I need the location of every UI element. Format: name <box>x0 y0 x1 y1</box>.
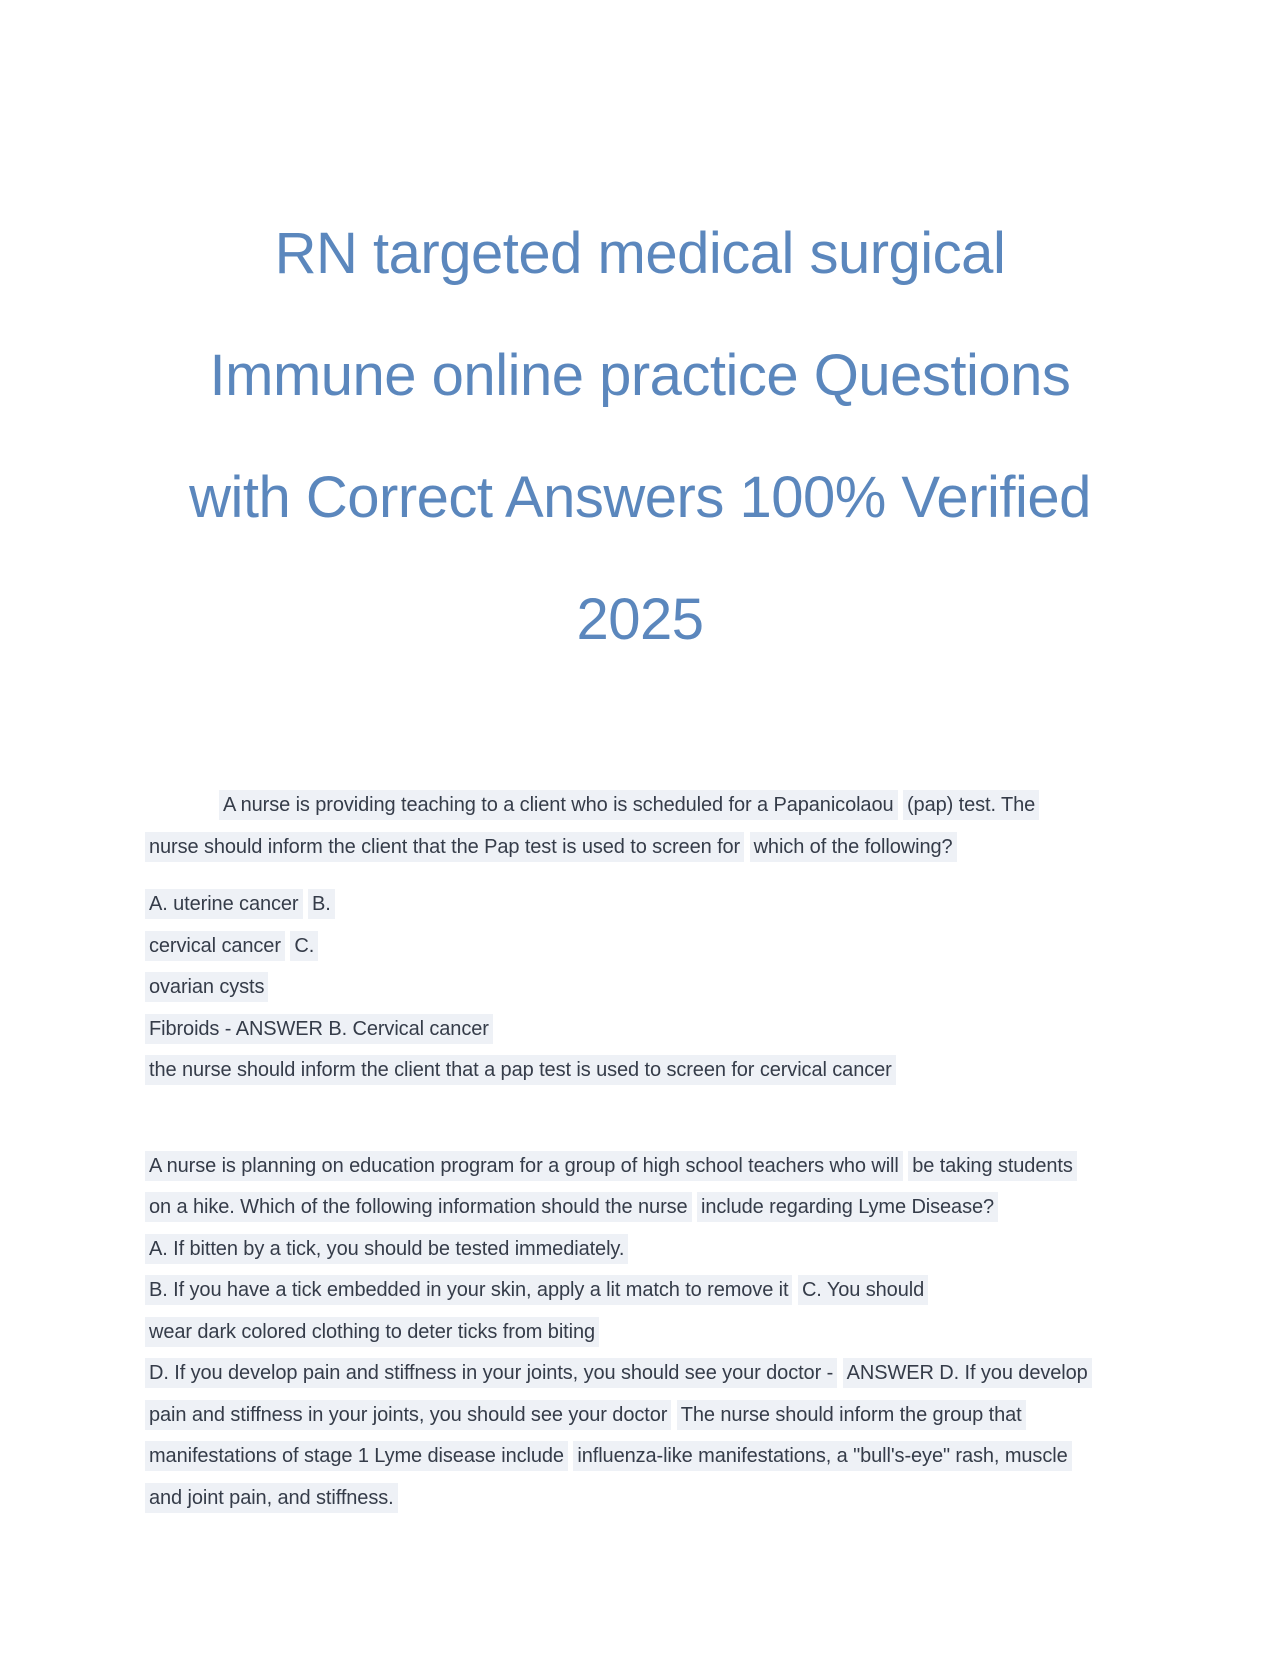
text-line <box>145 1270 1205 1312</box>
highlighted-text: which of the following? <box>750 832 957 862</box>
highlighted-text: ANSWER D. If you develop <box>843 1358 1092 1388</box>
text-line <box>145 827 1205 869</box>
highlighted-text: The nurse should inform the group that <box>677 1400 1026 1430</box>
text-line <box>145 1353 1205 1395</box>
title-line: 2025 <box>576 587 704 652</box>
text-line <box>145 1395 1205 1437</box>
title-line: RN targeted medical surgical <box>274 221 1006 286</box>
text-line <box>145 1478 1205 1520</box>
text-line <box>145 926 1205 968</box>
highlighted-text: manifestations of stage 1 Lyme disease include <box>145 1441 568 1471</box>
highlighted-text: ovarian cysts <box>145 972 268 1002</box>
text-line <box>145 1436 1205 1478</box>
text-line <box>145 884 1205 926</box>
highlighted-text: C. <box>290 931 318 961</box>
text-line <box>145 1009 1205 1051</box>
highlighted-text: cervical cancer <box>145 931 285 961</box>
highlighted-text: A nurse is providing teaching to a client who is scheduled for a Papanicolaou <box>219 790 898 820</box>
highlighted-text: nurse should inform the client that the Pap test is used to screen for <box>145 832 744 862</box>
text-line <box>145 967 1205 1009</box>
highlighted-text: Fibroids - ANSWER B. Cervical cancer <box>145 1014 493 1044</box>
highlighted-text: influenza-like manifestations, a "bull's-eye" rash, muscle <box>573 1441 1071 1471</box>
text-line <box>145 785 1205 827</box>
highlighted-text: wear dark colored clothing to deter ticks from biting <box>145 1317 599 1347</box>
highlighted-text: A nurse is planning on education program for a group of high school teachers who will <box>145 1151 903 1181</box>
highlighted-text: pain and stiffness in your joints, you should see your doctor <box>145 1400 671 1430</box>
title-line: Immune online practice Questions <box>209 343 1071 408</box>
text-line <box>145 1312 1205 1354</box>
highlighted-text: B. If you have a tick embedded in your skin, apply a lit match to remove it <box>145 1275 792 1305</box>
highlighted-text: on a hike. Which of the following information should the nurse <box>145 1192 692 1222</box>
document-body <box>145 785 1205 1519</box>
title-line: with Correct Answers 100% Verified <box>189 465 1091 530</box>
highlighted-text: and joint pain, and stiffness. <box>145 1483 398 1513</box>
highlighted-text: C. You should <box>798 1275 928 1305</box>
highlighted-text: A. uterine cancer <box>145 889 303 919</box>
text-line <box>145 1187 1205 1229</box>
highlighted-text: B. <box>308 889 335 919</box>
document-title <box>0 193 1280 681</box>
text-line <box>145 1229 1205 1271</box>
highlighted-text: A. If bitten by a tick, you should be tested immediately. <box>145 1234 628 1264</box>
text-line <box>145 1146 1205 1188</box>
highlighted-text: (pap) test. The <box>903 790 1039 820</box>
paragraph-block <box>145 1146 1205 1520</box>
highlighted-text: be taking students <box>908 1151 1077 1181</box>
text-line <box>145 1050 1205 1092</box>
paragraph-block <box>145 884 1205 1092</box>
paragraph-block <box>145 785 1205 868</box>
highlighted-text: D. If you develop pain and stiffness in your joints, you should see your doctor - <box>145 1358 837 1388</box>
highlighted-text: include regarding Lyme Disease? <box>697 1192 998 1222</box>
highlighted-text: the nurse should inform the client that a pap test is used to screen for cervical cancer <box>145 1055 896 1085</box>
